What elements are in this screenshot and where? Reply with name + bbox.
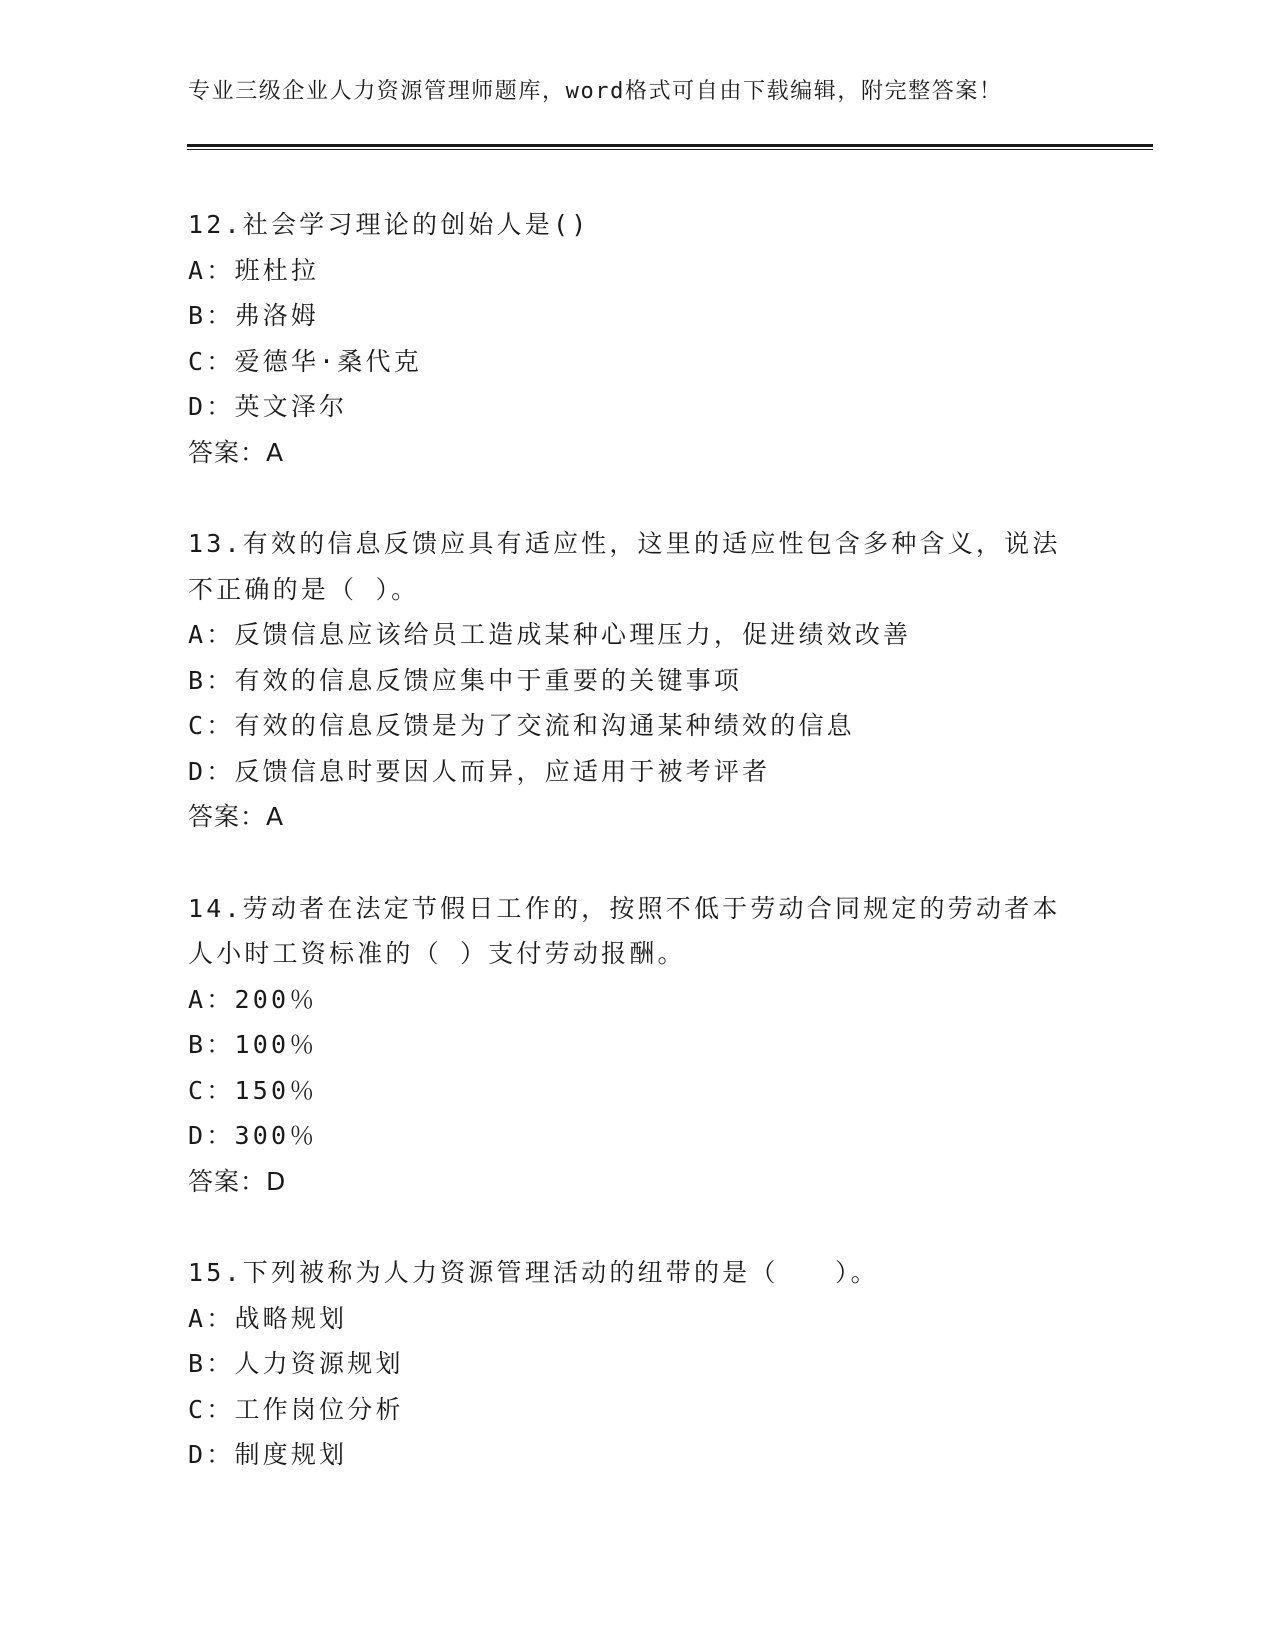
- header-rule-thin: [187, 149, 1153, 150]
- answer-option: A：战略规划: [188, 1303, 348, 1333]
- question-spacer: [188, 1204, 1088, 1250]
- answer-option: A：200％: [188, 984, 318, 1014]
- question-15: [188, 1250, 1088, 1478]
- answer-option: C：爱德华·桑代克: [188, 346, 422, 376]
- answer-option: C：工作岗位分析: [188, 1394, 404, 1424]
- question-stem: 不正确的是（ ）。: [188, 574, 420, 604]
- answer-option: D：300％: [188, 1121, 318, 1150]
- answer-key: 答案：A: [188, 437, 285, 467]
- question-stem: 14.劳动者在法定节假日工作的，按照不低于劳动合同规定的劳动者本: [188, 893, 1061, 923]
- question-12: [188, 202, 1088, 475]
- header-rule-thick: [187, 144, 1153, 147]
- page-header: 专业三级企业人力资源管理师题库，word格式可自由下载编辑，附完整答案！: [188, 79, 1003, 104]
- answer-option: C：有效的信息反馈是为了交流和沟通某种绩效的信息: [188, 711, 855, 740]
- answer-key: 答案：A: [188, 802, 285, 831]
- answer-option: C：150％: [188, 1075, 318, 1105]
- answer-option: B：弗洛姆: [188, 301, 320, 330]
- question-stem: 15.下列被称为人力资源管理活动的纽带的是（ ）。: [188, 1258, 879, 1287]
- answer-option: D：英文泽尔: [188, 392, 348, 421]
- answer-key: 答案：D: [188, 1166, 287, 1196]
- question-stem: 人小时工资标准的（ ）支付劳动报酬。: [188, 939, 686, 968]
- question-spacer: [188, 840, 1088, 886]
- answer-option: A：班杜拉: [188, 255, 320, 285]
- question-13: [188, 521, 1088, 840]
- answer-option: B：有效的信息反馈应集中于重要的关键事项: [188, 665, 743, 695]
- answer-option: B：人力资源规划: [188, 1349, 404, 1378]
- answer-option: A：反馈信息应该给员工造成某种心理压力，促进绩效改善: [188, 620, 912, 649]
- answer-option: D：反馈信息时要因人而异，应适用于被考评者: [188, 756, 771, 786]
- question-stem: 13.有效的信息反馈应具有适应性，这里的适应性包含多种含义，说法: [188, 529, 1061, 558]
- question-spacer: [188, 475, 1088, 521]
- question-list: [188, 202, 1088, 1478]
- answer-option: D：制度规划: [188, 1440, 348, 1469]
- question-14: [188, 886, 1088, 1205]
- question-stem: 12.社会学习理论的创始人是(): [188, 210, 590, 239]
- answer-option: B：100％: [188, 1030, 318, 1059]
